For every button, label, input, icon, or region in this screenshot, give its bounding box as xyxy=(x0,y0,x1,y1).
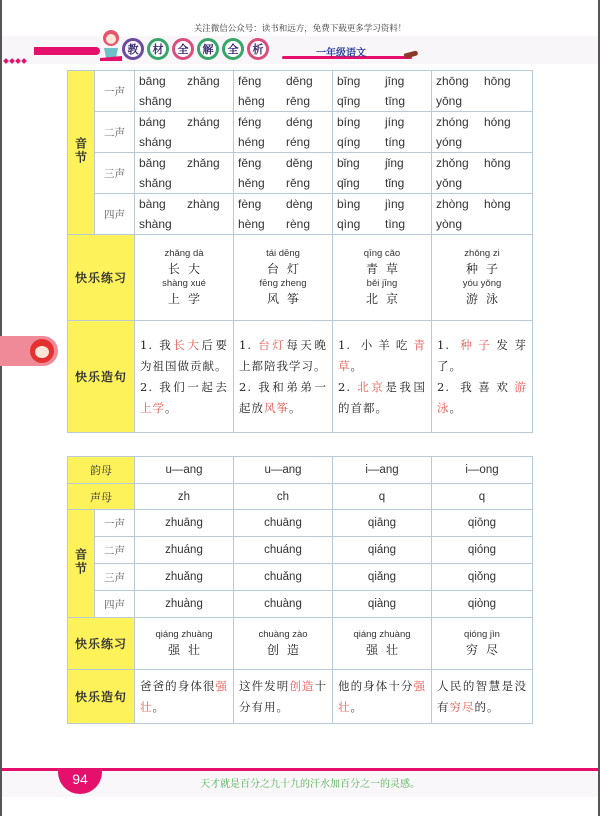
syllable-cell: bāng zhāng shāng xyxy=(135,71,234,112)
practice-cell: qiáng zhuàng 强壮 xyxy=(135,618,234,670)
title-circles xyxy=(122,38,269,60)
syllable-cell: fēng dēng hēng rēng xyxy=(234,71,333,112)
final-cell: u—ang xyxy=(234,457,333,484)
syllable-cell: bíng jíng qíng tíng xyxy=(333,112,432,153)
initial-cell: q xyxy=(333,484,432,510)
syllable-cell: bìng jìng qìng tìng xyxy=(333,194,432,235)
sentence-cell: 1. 我长大后要为祖国做贡献。 2. 我们一起去上学。 xyxy=(135,321,234,433)
wechat-notice: 关注微信公众号：读书和远方，免费下载更多学习资料！ xyxy=(193,24,407,34)
syllable-label: 音节 xyxy=(68,510,95,618)
grade-label: 一年级语文 xyxy=(316,48,366,59)
tone-label: 四声 xyxy=(95,194,135,235)
initial-cell: zh xyxy=(135,484,234,510)
practice-label: 快乐练习 xyxy=(68,618,135,670)
final-cell: i—ong xyxy=(432,457,533,484)
syllable-cell: qiōng xyxy=(432,510,533,537)
practice-cell: zhǎng dà 长大 shàng xué 上学 xyxy=(135,235,234,321)
syllable-label: 音节 xyxy=(68,71,95,235)
title-char: 教 xyxy=(122,38,144,60)
tone-label: 二声 xyxy=(95,537,135,564)
syllable-cell: chuáng xyxy=(234,537,333,564)
syllable-cell: zhuǎng xyxy=(135,564,234,591)
sentence-cell: 1. 小羊吃青草。 2. 北京是我国的首都。 xyxy=(333,321,432,433)
title-char: 析 xyxy=(247,38,269,60)
practice-cell: chuàng zào 创造 xyxy=(234,618,333,670)
syllable-cell: zhǒng hǒng yǒng xyxy=(432,153,533,194)
initial-cell: q xyxy=(432,484,533,510)
sentence-label: 快乐造句 xyxy=(68,670,135,724)
tone-label: 三声 xyxy=(95,564,135,591)
page-number: 94 xyxy=(58,768,102,794)
practice-label: 快乐练习 xyxy=(68,235,135,321)
practice-cell: tái dēng 台灯 fēng zheng 风筝 xyxy=(234,235,333,321)
syllable-cell: fèng dèng hèng rèng xyxy=(234,194,333,235)
title-char: 全 xyxy=(172,38,194,60)
syllable-table-2 xyxy=(67,456,533,724)
syllable-cell: zhōng hōng yōng xyxy=(432,71,533,112)
syllable-cell: báng zháng sháng xyxy=(135,112,234,153)
title-char: 全 xyxy=(222,38,244,60)
title-char: 解 xyxy=(197,38,219,60)
sentence-cell: 人民的智慧是没有穷尽的。 xyxy=(432,670,533,724)
syllable-cell: qiǎng xyxy=(333,564,432,591)
initial-cell: ch xyxy=(234,484,333,510)
syllable-cell: bǎng zhǎng shǎng xyxy=(135,153,234,194)
syllable-table-1 xyxy=(67,70,533,433)
sentence-cell: 这件发明创造十分有用。 xyxy=(234,670,333,724)
syllable-cell: qiàng xyxy=(333,591,432,618)
syllable-cell: qiāng xyxy=(333,510,432,537)
syllable-cell: chuǎng xyxy=(234,564,333,591)
syllable-cell: chuāng xyxy=(234,510,333,537)
syllable-cell: zhòng hòng yòng xyxy=(432,194,533,235)
sentence-cell: 他的身体十分强壮。 xyxy=(333,670,432,724)
syllable-cell: qiòng xyxy=(432,591,533,618)
sentence-label: 快乐造句 xyxy=(68,321,135,433)
syllable-cell: zhóng hóng yóng xyxy=(432,112,533,153)
final-label: 韵母 xyxy=(68,457,135,484)
final-cell: u—ang xyxy=(135,457,234,484)
sentence-cell: 爸爸的身体很强壮。 xyxy=(135,670,234,724)
syllable-cell: bīng jīng qīng tīng xyxy=(333,71,432,112)
mascot-face-icon xyxy=(30,339,54,363)
syllable-cell: chuàng xyxy=(234,591,333,618)
syllable-cell: zhuāng xyxy=(135,510,234,537)
syllable-cell: qiáng xyxy=(333,537,432,564)
tone-label: 一声 xyxy=(95,71,135,112)
practice-cell: qióng jìn 穷尽 xyxy=(432,618,533,670)
practice-cell: zhǒng zi 种子 yóu yǒng 游泳 xyxy=(432,235,533,321)
sentence-cell: 1. 种子发芽了。 2. 我喜欢游泳。 xyxy=(432,321,533,433)
syllable-cell: zhuáng xyxy=(135,537,234,564)
syllable-cell: bǐng jǐng qǐng tǐng xyxy=(333,153,432,194)
syllable-cell: zhuàng xyxy=(135,591,234,618)
tone-label: 二声 xyxy=(95,112,135,153)
syllable-cell: qiǒng xyxy=(432,564,533,591)
syllable-cell: qióng xyxy=(432,537,533,564)
decorative-dots xyxy=(4,48,34,54)
title-char: 材 xyxy=(147,38,169,60)
tone-label: 一声 xyxy=(95,510,135,537)
syllable-cell: bàng zhàng shàng xyxy=(135,194,234,235)
girl-mascot-icon xyxy=(98,28,124,62)
header-pink-bar xyxy=(34,47,100,55)
syllable-cell: fěng děng hěng rěng xyxy=(234,153,333,194)
sentence-cell: 1. 台灯每天晚上都陪我学习。 2. 我和弟弟一起放风筝。 xyxy=(234,321,333,433)
syllable-cell: féng déng héng réng xyxy=(234,112,333,153)
final-cell: i—ang xyxy=(333,457,432,484)
practice-cell: qīng cǎo 青草 běi jīng 北京 xyxy=(333,235,432,321)
tone-label: 四声 xyxy=(95,591,135,618)
initial-label: 声母 xyxy=(68,484,135,510)
tone-label: 三声 xyxy=(95,153,135,194)
practice-cell: qiáng zhuàng 强壮 xyxy=(333,618,432,670)
footer-motto: 天才就是百分之九十九的汗水加百分之一的灵感。 xyxy=(200,779,420,790)
